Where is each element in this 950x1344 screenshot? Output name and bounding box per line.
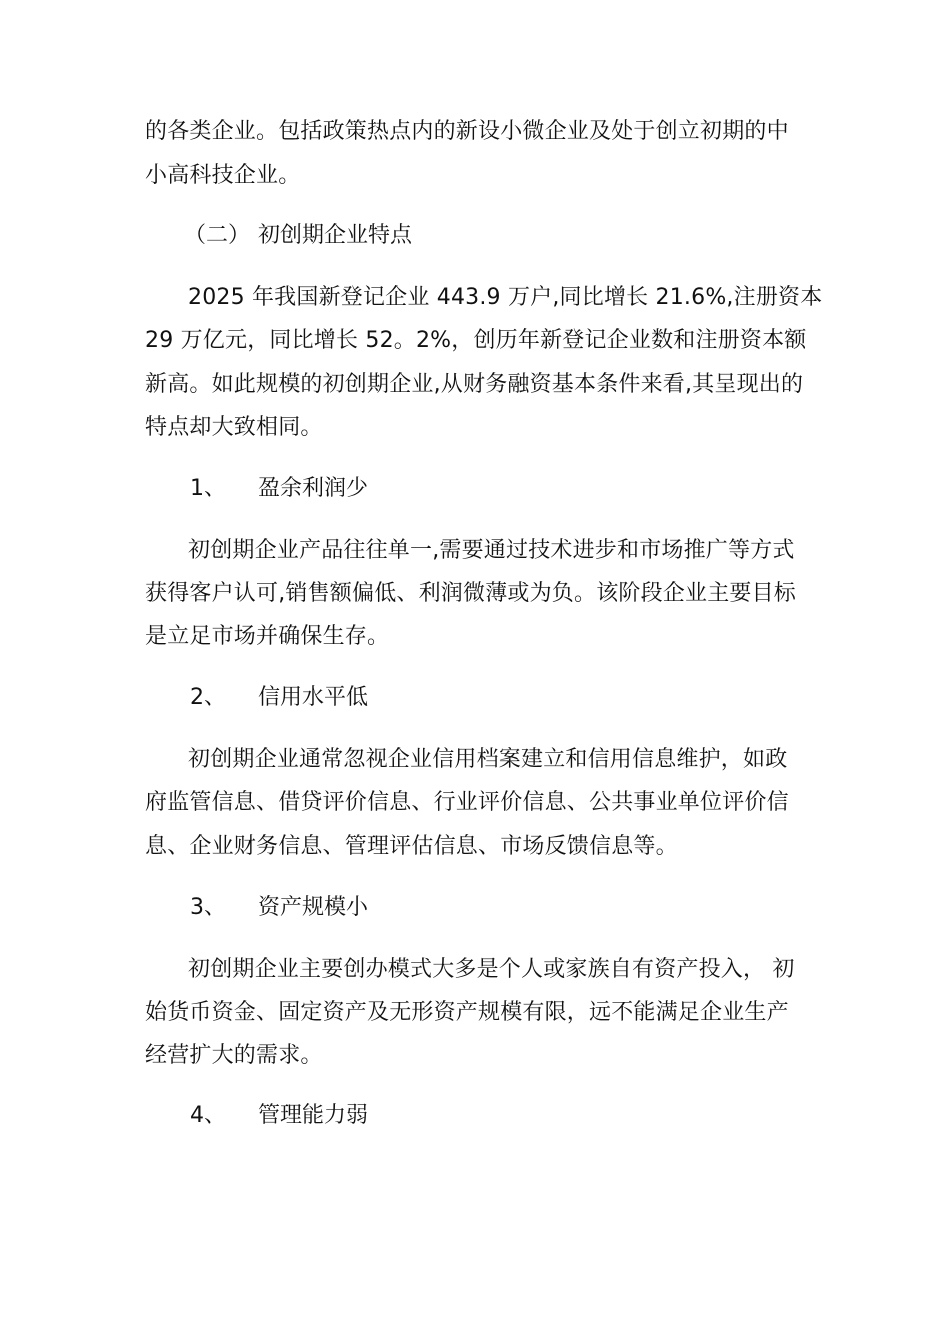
overview-line-4: 特点却大致相同。 [145, 415, 323, 440]
overview-line-2: 29 万亿元，同比增长 52。2%，创历年新登记企业数和注册资本额 [145, 328, 807, 353]
item-4-number: 4、 [190, 1103, 226, 1128]
section-number: （二） [184, 223, 251, 248]
item-2-line-1: 初创期企业通常忽视企业信用档案建立和信用信息维护，如政 [188, 747, 788, 772]
item-1-line-2: 获得客户认可,销售额偏低、利润微薄或为负。该阶段企业主要目标 [145, 581, 796, 606]
item-2-line-3: 息、企业财务信息、管理评估信息、市场反馈信息等。 [145, 834, 678, 859]
item-4-title: 管理能力弱 [258, 1103, 369, 1128]
item-3-line-3: 经营扩大的需求。 [145, 1043, 323, 1068]
section-title: 初创期企业特点 [258, 223, 413, 248]
item-1-line-1: 初创期企业产品往往单一,需要通过技术进步和市场推广等方式 [188, 538, 795, 563]
item-2-number: 2、 [190, 685, 226, 710]
item-1-line-3: 是立足市场并确保生存。 [145, 624, 390, 649]
item-2-title: 信用水平低 [258, 685, 369, 710]
intro-line-2: 小高科技企业。 [145, 163, 301, 188]
item-1-title: 盈余利润少 [258, 476, 369, 501]
overview-line-3: 新高。如此规模的初创期企业,从财务融资基本条件来看,其呈现出的 [145, 372, 804, 397]
overview-line-1: 2025 年我国新登记企业 443.9 万户,同比增长 21.6%,注册资本 [188, 285, 823, 310]
intro-line-1: 的各类企业。包括政策热点内的新设小微企业及处于创立初期的中 [145, 119, 789, 144]
item-1-number: 1、 [190, 476, 226, 501]
item-2-line-2: 府监管信息、借贷评价信息、行业评价信息、公共事业单位评价信 [145, 790, 789, 815]
item-3-line-1: 初创期企业主要创办模式大多是个人或家族自有资产投入， 初 [188, 957, 795, 982]
item-3-line-2: 始货币资金、固定资产及无形资产规模有限，远不能满足企业生产 [145, 1000, 789, 1025]
item-3-number: 3、 [190, 895, 226, 920]
item-3-title: 资产规模小 [258, 895, 369, 920]
